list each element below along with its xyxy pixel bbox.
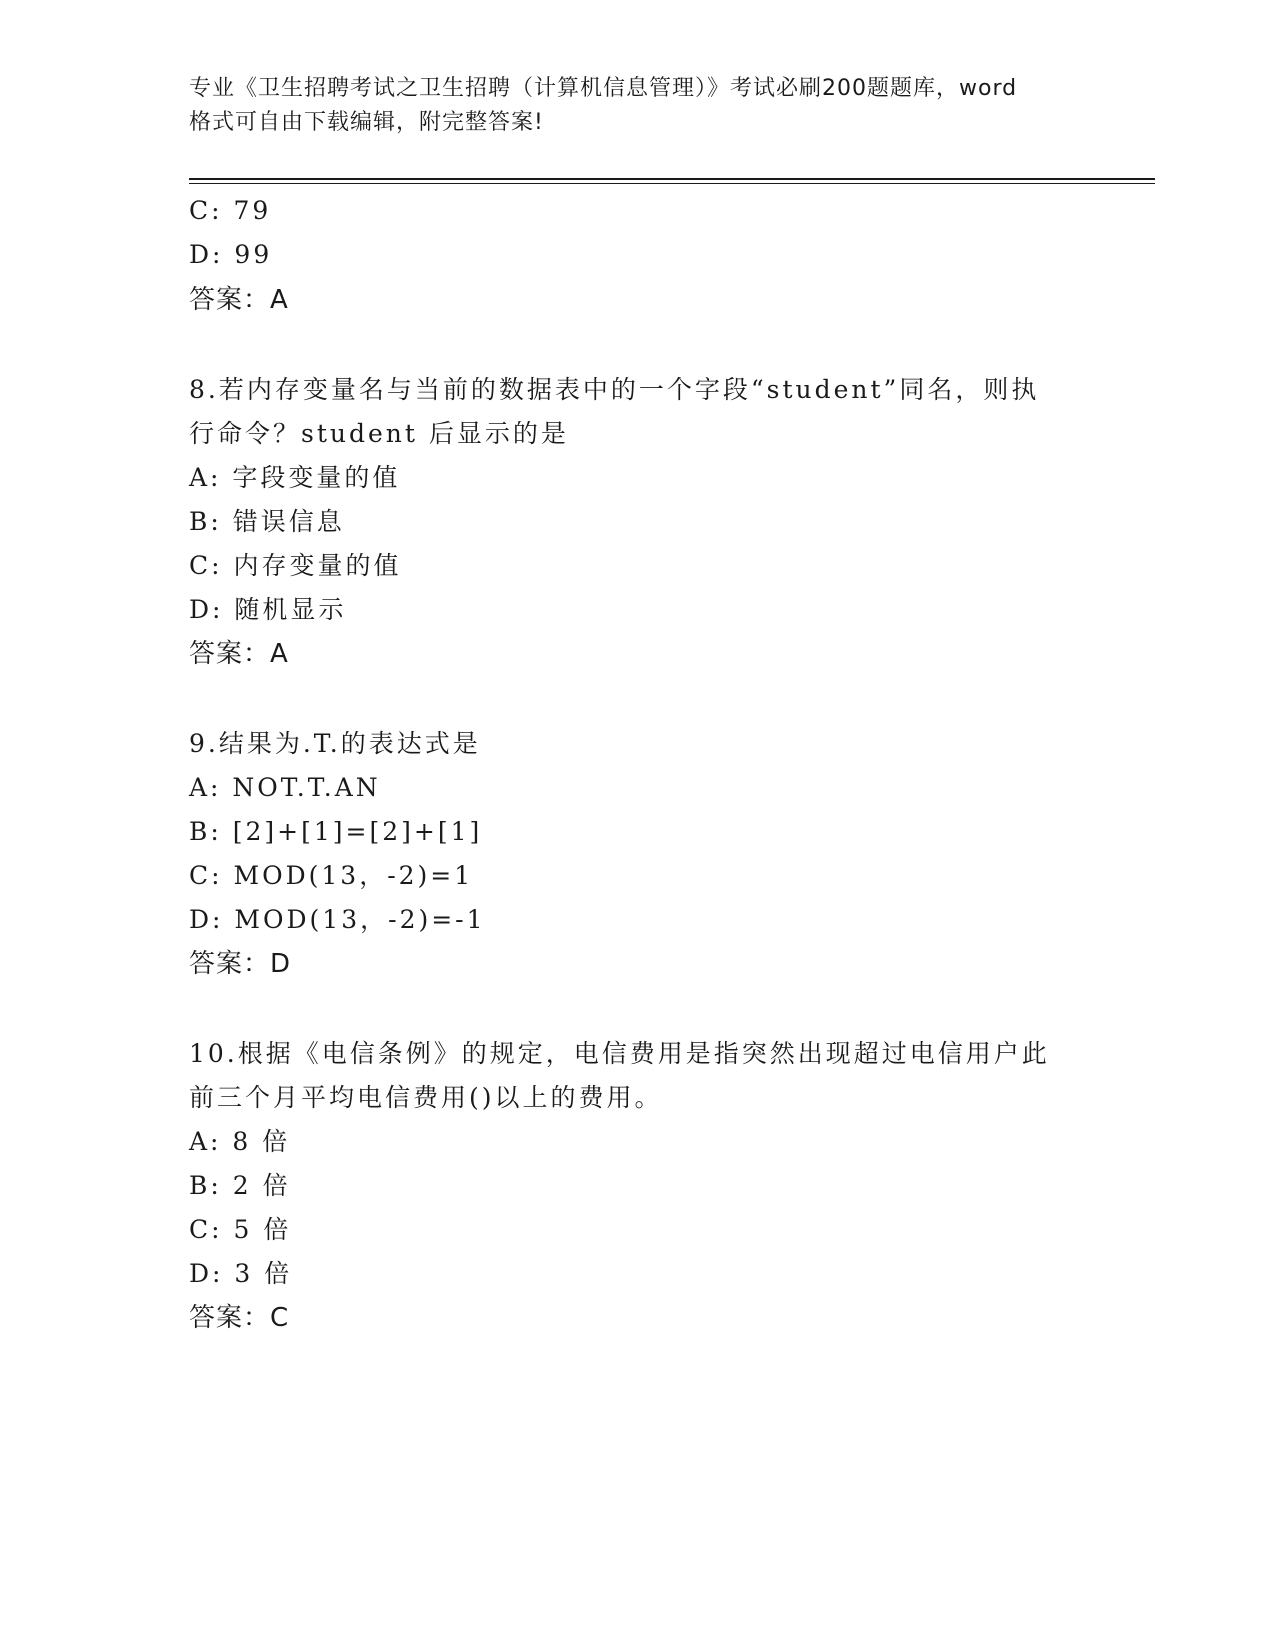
q7-option-c: C: 79: [189, 196, 272, 225]
header-divider-thick: [189, 178, 1155, 180]
q8-option-c: C: 内存变量的值: [189, 551, 402, 580]
q8-stem-line-1: 8.若内存变量名与当前的数据表中的一个字段“student”同名，则执: [189, 375, 1040, 404]
q10-option-b: B: 2 倍: [189, 1171, 291, 1200]
q9-stem: 9.结果为.T.的表达式是: [189, 729, 481, 758]
header-line-2: 格式可自由下载编辑，附完整答案!: [189, 110, 544, 135]
header-line-1: 专业《卫生招聘考试之卫生招聘（计算机信息管理）》考试必刷200题题库，word: [189, 76, 1018, 101]
q9-option-b: B: [2]+[1]=[2]+[1]: [189, 817, 483, 846]
q9-option-a: A: NOT.T.AN: [189, 773, 381, 802]
q9-answer: 答案：D: [189, 949, 292, 979]
document-header: [189, 72, 1089, 140]
q10-stem-line-2: 前三个月平均电信费用()以上的费用。: [189, 1083, 663, 1112]
q7-option-d: D: 99: [189, 240, 273, 269]
q10-option-a: A: 8 倍: [189, 1127, 291, 1156]
q8-option-a: A: 字段变量的值: [189, 463, 401, 492]
q10-option-d: D: 3 倍: [189, 1259, 293, 1288]
q7-answer: 答案：A: [189, 285, 289, 315]
q9-option-d: D: MOD(13，-2)=-1: [189, 905, 486, 934]
q8-option-b: B: 错误信息: [189, 507, 345, 536]
q10-option-c: C: 5 倍: [189, 1215, 292, 1244]
q8-answer: 答案：A: [189, 639, 289, 669]
header-divider-thin: [189, 183, 1155, 184]
q10-answer: 答案：C: [189, 1303, 290, 1333]
q8-stem-line-2: 行命令？student 后显示的是: [189, 419, 569, 448]
q9-option-c: C: MOD(13，-2)=1: [189, 861, 474, 890]
q8-option-d: D: 随机显示: [189, 595, 347, 624]
q10-stem-line-1: 10.根据《电信条例》的规定，电信费用是指突然出现超过电信用户此: [189, 1039, 1050, 1068]
